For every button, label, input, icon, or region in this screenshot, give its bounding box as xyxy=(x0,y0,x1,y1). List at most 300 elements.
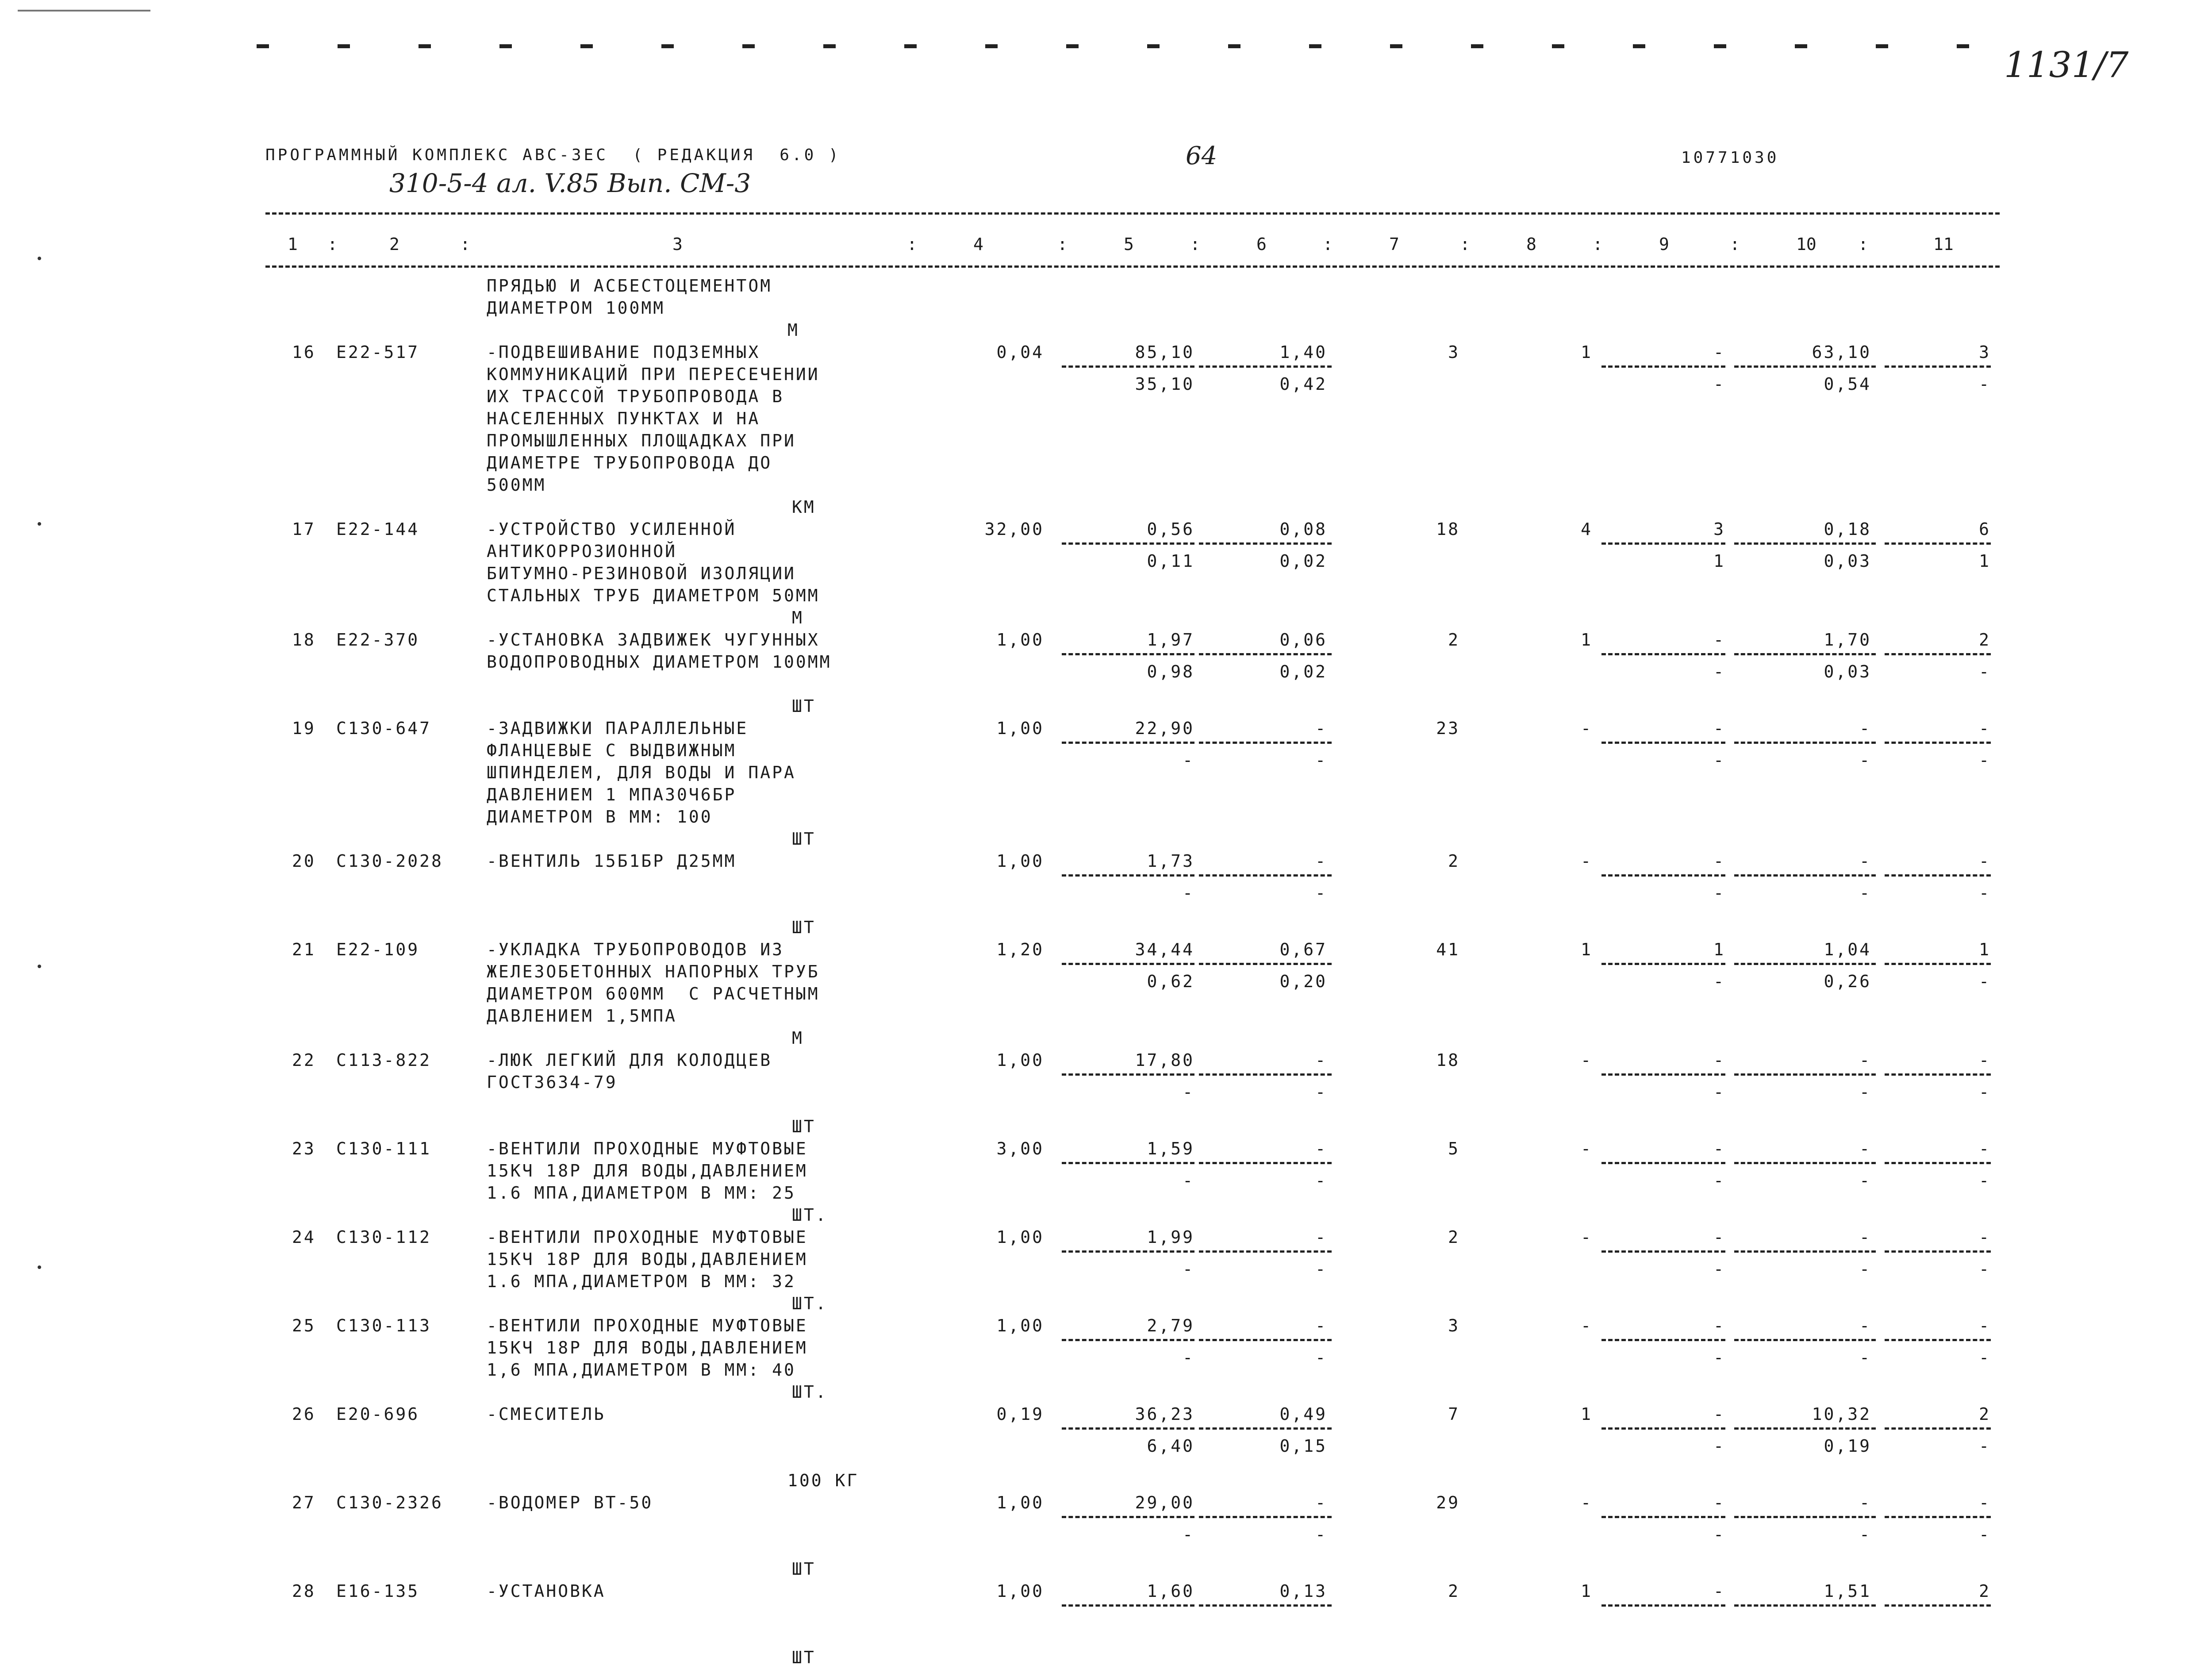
value-underline xyxy=(1062,742,1194,744)
value-c5: 22,90 xyxy=(1135,719,1194,738)
value-c9: 3 xyxy=(1713,519,1725,539)
value-c8: - xyxy=(1581,1493,1593,1512)
value-c11: 3 xyxy=(1979,342,1991,362)
value-b6: 0,20 xyxy=(1279,972,1327,991)
value-underline xyxy=(1734,1339,1876,1341)
top-dash xyxy=(823,44,836,48)
value-c8: 1 xyxy=(1581,630,1593,650)
value-c9: - xyxy=(1713,1404,1725,1424)
value-b11: 1 xyxy=(1979,551,1991,571)
value-b9: - xyxy=(1713,1259,1725,1279)
unit-label: М xyxy=(787,320,799,340)
value-underline xyxy=(1062,1162,1194,1164)
value-c7: 2 xyxy=(1448,1581,1460,1601)
value-b5: 0,98 xyxy=(1147,662,1194,681)
description-line: -ВЕНТИЛИ ПРОХОДНЫЕ МУФТОВЫЕ xyxy=(487,1227,808,1247)
description-line: -СМЕСИТЕЛЬ xyxy=(487,1404,606,1424)
description-line: ИХ ТРАССОЙ ТРУБОПРОВОДА В xyxy=(487,387,784,406)
value-c8: - xyxy=(1581,851,1593,871)
top-dash xyxy=(419,44,431,48)
row-number: 24 xyxy=(292,1227,316,1247)
value-c4: 1,00 xyxy=(996,1050,1044,1070)
value-c4: 1,00 xyxy=(996,1316,1044,1335)
value-b5: 0,11 xyxy=(1147,551,1194,571)
value-underline xyxy=(1734,542,1876,545)
row-code: С113-822 xyxy=(336,1050,432,1070)
column-number: 9 xyxy=(1659,235,1669,254)
value-b11: - xyxy=(1979,1348,1991,1367)
value-underline xyxy=(1199,1250,1332,1253)
value-b10: - xyxy=(1859,750,1871,770)
value-underline xyxy=(1734,963,1876,965)
top-dash xyxy=(1957,44,1969,48)
value-underline xyxy=(1199,1427,1332,1430)
row-number: 17 xyxy=(292,519,316,539)
value-underline xyxy=(1601,1604,1725,1607)
handwritten-corner-note: 1131/7 xyxy=(2004,44,2129,85)
value-underline xyxy=(1062,653,1194,655)
value-underline xyxy=(1601,1250,1725,1253)
value-underline xyxy=(1885,1250,1991,1253)
value-b5: - xyxy=(1183,1259,1194,1279)
value-c11: - xyxy=(1979,851,1991,871)
column-number: 7 xyxy=(1389,235,1399,254)
value-c7: 2 xyxy=(1448,851,1460,871)
value-c7: 7 xyxy=(1448,1404,1460,1424)
value-c11: 1 xyxy=(1979,940,1991,959)
value-underline xyxy=(1601,874,1725,877)
value-c10: - xyxy=(1859,719,1871,738)
value-underline xyxy=(1734,1516,1876,1518)
column-separator: : xyxy=(327,235,338,254)
unit-label: КМ xyxy=(792,497,816,517)
column-number: 4 xyxy=(973,235,983,254)
top-dash xyxy=(661,44,674,48)
value-c11: 2 xyxy=(1979,630,1991,650)
top-dash xyxy=(499,44,512,48)
value-c5: 29,00 xyxy=(1135,1493,1194,1512)
row-code: С130-112 xyxy=(336,1227,432,1247)
value-c7: 5 xyxy=(1448,1139,1460,1158)
scan-dot xyxy=(38,257,41,260)
unit-label: ШТ xyxy=(792,1648,816,1667)
value-underline xyxy=(1734,742,1876,744)
unit-label: ШТ xyxy=(792,1117,816,1136)
value-b9: - xyxy=(1713,750,1725,770)
value-c10: 1,51 xyxy=(1824,1581,1871,1601)
description-line: ПРЯДЬЮ И АСБЕСТОЦЕМЕНТОМ xyxy=(487,276,772,296)
value-c10: - xyxy=(1859,1050,1871,1070)
value-c4: 1,00 xyxy=(996,1227,1044,1247)
value-b9: - xyxy=(1713,374,1725,394)
column-number: 11 xyxy=(1933,235,1954,254)
value-c8: - xyxy=(1581,1227,1593,1247)
top-dash xyxy=(1876,44,1888,48)
row-number: 22 xyxy=(292,1050,316,1070)
value-b5: - xyxy=(1183,1171,1194,1190)
description-line: ФЛАНЦЕВЫЕ С ВЫДВИЖНЫМ xyxy=(487,741,737,760)
row-number: 16 xyxy=(292,342,316,362)
value-c7: 2 xyxy=(1448,1227,1460,1247)
row-number: 28 xyxy=(292,1581,316,1601)
unit-label: ШТ. xyxy=(792,1294,828,1313)
value-underline xyxy=(1885,542,1991,545)
row-number: 25 xyxy=(292,1316,316,1335)
row-number: 27 xyxy=(292,1493,316,1512)
value-c6: 0,67 xyxy=(1279,940,1327,959)
value-c6: 1,40 xyxy=(1279,342,1327,362)
description-line: БИТУМНО-РЕЗИНОВОЙ ИЗОЛЯЦИИ xyxy=(487,564,796,583)
value-b11: - xyxy=(1979,1171,1991,1190)
value-c4: 1,00 xyxy=(996,719,1044,738)
value-c7: 23 xyxy=(1436,719,1460,738)
value-b10: - xyxy=(1859,1082,1871,1102)
top-dash xyxy=(580,44,593,48)
value-c5: 85,10 xyxy=(1135,342,1194,362)
value-c4: 0,04 xyxy=(996,342,1044,362)
value-underline xyxy=(1199,542,1332,545)
value-underline xyxy=(1734,1162,1876,1164)
description-line: АНТИКОРРОЗИОННОЙ xyxy=(487,542,677,561)
value-c11: 2 xyxy=(1979,1581,1991,1601)
value-c4: 1,00 xyxy=(996,1493,1044,1512)
description-line: -УКЛАДКА ТРУБОПРОВОДОВ ИЗ xyxy=(487,940,784,959)
value-c7: 3 xyxy=(1448,1316,1460,1335)
top-dash xyxy=(1147,44,1160,48)
description-line: -УСТАНОВКА ЗАДВИЖЕК ЧУГУННЫХ xyxy=(487,630,820,650)
value-underline xyxy=(1062,1339,1194,1341)
description-line: ДИАМЕТРОМ В ММ: 100 xyxy=(487,807,713,827)
value-c10: - xyxy=(1859,1139,1871,1158)
row-code: Е22-109 xyxy=(336,940,420,959)
value-c6: - xyxy=(1315,719,1327,738)
value-underline xyxy=(1885,365,1991,368)
value-c4: 32,00 xyxy=(984,519,1044,539)
value-b11: - xyxy=(1979,750,1991,770)
value-c5: 1,97 xyxy=(1147,630,1194,650)
value-underline xyxy=(1199,874,1332,877)
value-c4: 3,00 xyxy=(996,1139,1044,1158)
value-b11: - xyxy=(1979,1436,1991,1456)
description-line: ВОДОПРОВОДНЫХ ДИАМЕТРОМ 100ММ xyxy=(487,652,832,672)
value-c5: 1,59 xyxy=(1147,1139,1194,1158)
top-dash xyxy=(1633,44,1645,48)
value-underline xyxy=(1885,874,1991,877)
value-c6: 0,06 xyxy=(1279,630,1327,650)
column-separator: : xyxy=(1858,235,1868,254)
description-line: 500ММ xyxy=(487,475,546,495)
description-line: ДИАМЕТРОМ 600ММ С РАСЧЕТНЫМ xyxy=(487,984,820,1004)
value-c7: 18 xyxy=(1436,1050,1460,1070)
value-c11: 6 xyxy=(1979,519,1991,539)
value-b5: - xyxy=(1183,750,1194,770)
value-c9: - xyxy=(1713,851,1725,871)
value-c9: - xyxy=(1713,1493,1725,1512)
description-line: СТАЛЬНЫХ ТРУБ ДИАМЕТРОМ 50ММ xyxy=(487,586,820,605)
description-line: -ПОДВЕШИВАНИЕ ПОДЗЕМНЫХ xyxy=(487,342,760,362)
value-b11: - xyxy=(1979,883,1991,903)
value-underline xyxy=(1601,963,1725,965)
row-number: 21 xyxy=(292,940,316,959)
top-dash xyxy=(1228,44,1240,48)
program-title: ПРОГРАММНЫЙ КОМПЛЕКС АВС-3ЕС ( РЕДАКЦИЯ 6.0 ) xyxy=(265,146,841,164)
value-c6: - xyxy=(1315,1050,1327,1070)
value-c7: 3 xyxy=(1448,342,1460,362)
value-underline xyxy=(1601,1427,1725,1430)
value-c11: - xyxy=(1979,719,1991,738)
unit-label: М xyxy=(792,608,804,627)
header-rule-bottom xyxy=(265,265,2000,268)
value-c11: - xyxy=(1979,1050,1991,1070)
value-b6: 0,02 xyxy=(1279,551,1327,571)
unit-label: ШТ. xyxy=(792,1205,828,1225)
value-c5: 1,60 xyxy=(1147,1581,1194,1601)
description-line: -ВОДОМЕР ВТ-50 xyxy=(487,1493,653,1512)
value-underline xyxy=(1601,542,1725,545)
value-c6: - xyxy=(1315,1139,1327,1158)
description-line: -ВЕНТИЛИ ПРОХОДНЫЕ МУФТОВЫЕ xyxy=(487,1316,808,1335)
value-b10: 0,26 xyxy=(1824,972,1871,991)
value-underline xyxy=(1199,365,1332,368)
unit-label: ШТ xyxy=(792,918,816,937)
description-line: 1.6 МПА,ДИАМЕТРОМ В ММ: 25 xyxy=(487,1183,796,1203)
value-c5: 1,73 xyxy=(1147,851,1194,871)
scan-dot xyxy=(38,522,41,526)
document-code: 10771030 xyxy=(1681,149,1779,167)
value-b6: - xyxy=(1315,1082,1327,1102)
value-c10: - xyxy=(1859,851,1871,871)
value-c5: 0,56 xyxy=(1147,519,1194,539)
value-c8: - xyxy=(1581,719,1593,738)
value-c11: 2 xyxy=(1979,1404,1991,1424)
value-underline xyxy=(1885,1604,1991,1607)
value-underline xyxy=(1734,874,1876,877)
value-c6: 0,13 xyxy=(1279,1581,1327,1601)
value-b9: - xyxy=(1713,1436,1725,1456)
value-b5: 6,40 xyxy=(1147,1436,1194,1456)
top-dash xyxy=(1552,44,1564,48)
value-b6: - xyxy=(1315,883,1327,903)
value-c8: 1 xyxy=(1581,1404,1593,1424)
top-dash xyxy=(1795,44,1807,48)
value-underline xyxy=(1601,1516,1725,1518)
value-b10: 0,19 xyxy=(1824,1436,1871,1456)
value-c6: - xyxy=(1315,1227,1327,1247)
row-code: С130-111 xyxy=(336,1139,432,1158)
description-line: ГОСТ3634-79 xyxy=(487,1073,618,1092)
value-underline xyxy=(1601,742,1725,744)
description-line: 1.6 МПА,ДИАМЕТРОМ В ММ: 32 xyxy=(487,1272,796,1291)
description-line: 15КЧ 18Р ДЛЯ ВОДЫ,ДАВЛЕНИЕМ xyxy=(487,1338,808,1358)
row-code: Е22-517 xyxy=(336,342,420,362)
row-number: 23 xyxy=(292,1139,316,1158)
description-line: 15КЧ 18Р ДЛЯ ВОДЫ,ДАВЛЕНИЕМ xyxy=(487,1250,808,1269)
value-underline xyxy=(1885,963,1991,965)
value-b11: - xyxy=(1979,1082,1991,1102)
top-dash xyxy=(338,44,350,48)
value-b11: - xyxy=(1979,662,1991,681)
value-c5: 2,79 xyxy=(1147,1316,1194,1335)
value-c9: - xyxy=(1713,1316,1725,1335)
column-separator: : xyxy=(460,235,470,254)
value-c10: - xyxy=(1859,1227,1871,1247)
value-b11: - xyxy=(1979,374,1991,394)
column-separator: : xyxy=(1190,235,1200,254)
column-number: 1 xyxy=(288,235,298,254)
page-number: 64 xyxy=(1186,142,1217,170)
value-c10: 1,70 xyxy=(1824,630,1871,650)
row-code: Е22-144 xyxy=(336,519,420,539)
description-line: ПРОМЫШЛЕННЫХ ПЛОЩАДКАХ ПРИ xyxy=(487,431,796,450)
value-underline xyxy=(1601,1162,1725,1164)
value-c7: 29 xyxy=(1436,1493,1460,1512)
header-rule-top xyxy=(265,212,2000,215)
row-code: Е20-696 xyxy=(336,1404,420,1424)
top-dash xyxy=(1066,44,1079,48)
value-underline xyxy=(1062,874,1194,877)
value-b6: - xyxy=(1315,1525,1327,1544)
value-b11: - xyxy=(1979,972,1991,991)
value-b9: - xyxy=(1713,1171,1725,1190)
value-c10: - xyxy=(1859,1493,1871,1512)
value-c8: - xyxy=(1581,1316,1593,1335)
unit-label: М xyxy=(792,1028,804,1048)
row-number: 18 xyxy=(292,630,316,650)
column-number: 10 xyxy=(1796,235,1816,254)
value-underline xyxy=(1734,365,1876,368)
column-number: 3 xyxy=(672,235,683,254)
row-code: С130-113 xyxy=(336,1316,432,1335)
value-c10: 10,32 xyxy=(1812,1404,1871,1424)
value-b5: - xyxy=(1183,1525,1194,1544)
top-dash xyxy=(1471,44,1483,48)
top-dash xyxy=(257,44,269,48)
value-c9: - xyxy=(1713,342,1725,362)
value-underline xyxy=(1062,1427,1194,1430)
value-c11: - xyxy=(1979,1493,1991,1512)
value-b5: - xyxy=(1183,883,1194,903)
value-b10: - xyxy=(1859,1259,1871,1279)
value-underline xyxy=(1199,963,1332,965)
top-dash xyxy=(1714,44,1726,48)
value-underline xyxy=(1734,653,1876,655)
value-c9: - xyxy=(1713,630,1725,650)
row-code: С130-2326 xyxy=(336,1493,443,1512)
value-underline xyxy=(1601,653,1725,655)
description-line: -ВЕНТИЛЬ 15Б1БР Д25ММ xyxy=(487,851,737,871)
value-c6: 0,08 xyxy=(1279,519,1327,539)
value-c8: 1 xyxy=(1581,940,1593,959)
column-number: 2 xyxy=(389,235,399,254)
description-line: ШПИНДЕЛЕМ, ДЛЯ ВОДЫ И ПАРА xyxy=(487,763,796,782)
value-b9: 1 xyxy=(1713,551,1725,571)
value-underline xyxy=(1062,1250,1194,1253)
column-number: 8 xyxy=(1526,235,1536,254)
description-line: ЖЕЛЕЗОБЕТОННЫХ НАПОРНЫХ ТРУБ xyxy=(487,962,820,981)
row-number: 19 xyxy=(292,719,316,738)
value-underline xyxy=(1601,365,1725,368)
value-underline xyxy=(1062,1073,1194,1076)
value-underline xyxy=(1199,742,1332,744)
unit-label: ШТ xyxy=(792,1559,816,1579)
value-underline xyxy=(1199,1073,1332,1076)
value-c8: 4 xyxy=(1581,519,1593,539)
value-c6: 0,49 xyxy=(1279,1404,1327,1424)
column-separator: : xyxy=(907,235,917,254)
value-c7: 2 xyxy=(1448,630,1460,650)
value-b6: - xyxy=(1315,1259,1327,1279)
value-c8: 1 xyxy=(1581,342,1593,362)
handwritten-reference: 310-5-4 ал. V.85 Вып. СМ-3 xyxy=(389,168,751,198)
value-underline xyxy=(1734,1250,1876,1253)
column-separator: : xyxy=(1057,235,1068,254)
value-underline xyxy=(1601,1073,1725,1076)
unit-label: ШТ xyxy=(792,696,816,716)
value-c4: 1,20 xyxy=(996,940,1044,959)
unit-label: ШТ. xyxy=(792,1382,828,1402)
value-underline xyxy=(1601,1339,1725,1341)
value-c5: 34,44 xyxy=(1135,940,1194,959)
value-b5: 35,10 xyxy=(1135,374,1194,394)
value-c10: 63,10 xyxy=(1812,342,1871,362)
value-c5: 36,23 xyxy=(1135,1404,1194,1424)
value-b10: 0,54 xyxy=(1824,374,1871,394)
description-line: -УСТАНОВКА xyxy=(487,1581,606,1601)
value-b9: - xyxy=(1713,972,1725,991)
value-c10: - xyxy=(1859,1316,1871,1335)
value-b6: - xyxy=(1315,1171,1327,1190)
description-line: НАСЕЛЕННЫХ ПУНКТАХ И НА xyxy=(487,409,760,428)
value-underline xyxy=(1885,742,1991,744)
value-c5: 17,80 xyxy=(1135,1050,1194,1070)
top-dash-row xyxy=(257,40,1938,58)
value-b10: 0,03 xyxy=(1824,551,1871,571)
value-underline xyxy=(1062,963,1194,965)
column-separator: : xyxy=(1323,235,1333,254)
value-c5: 1,99 xyxy=(1147,1227,1194,1247)
value-underline xyxy=(1062,365,1194,368)
description-line: ДИАМЕТРОМ 100ММ xyxy=(487,298,665,318)
value-b10: - xyxy=(1859,1525,1871,1544)
value-b9: - xyxy=(1713,1082,1725,1102)
value-c4: 1,00 xyxy=(996,1581,1044,1601)
top-dash xyxy=(904,44,917,48)
row-code: Е16-135 xyxy=(336,1581,420,1601)
value-b6: - xyxy=(1315,1348,1327,1367)
scan-dot xyxy=(38,965,41,968)
top-dash xyxy=(985,44,998,48)
value-underline xyxy=(1199,1516,1332,1518)
value-b10: - xyxy=(1859,883,1871,903)
value-c7: 18 xyxy=(1436,519,1460,539)
value-b11: - xyxy=(1979,1259,1991,1279)
value-c9: 1 xyxy=(1713,940,1725,959)
description-line: 1,6 МПА,ДИАМЕТРОМ В ММ: 40 xyxy=(487,1360,796,1380)
scan-dot xyxy=(38,1265,41,1269)
value-c8: 1 xyxy=(1581,1581,1593,1601)
value-c10: 0,18 xyxy=(1824,519,1871,539)
value-b9: - xyxy=(1713,1348,1725,1367)
value-underline xyxy=(1062,542,1194,545)
column-separator: : xyxy=(1730,235,1740,254)
value-c11: - xyxy=(1979,1139,1991,1158)
value-b10: - xyxy=(1859,1171,1871,1190)
description-line: ДАВЛЕНИЕМ 1 МПА30Ч6БР xyxy=(487,785,737,804)
value-underline xyxy=(1885,1073,1991,1076)
row-code: С130-2028 xyxy=(336,851,443,871)
description-line: -ВЕНТИЛИ ПРОХОДНЫЕ МУФТОВЫЕ xyxy=(487,1139,808,1158)
value-c9: - xyxy=(1713,719,1725,738)
